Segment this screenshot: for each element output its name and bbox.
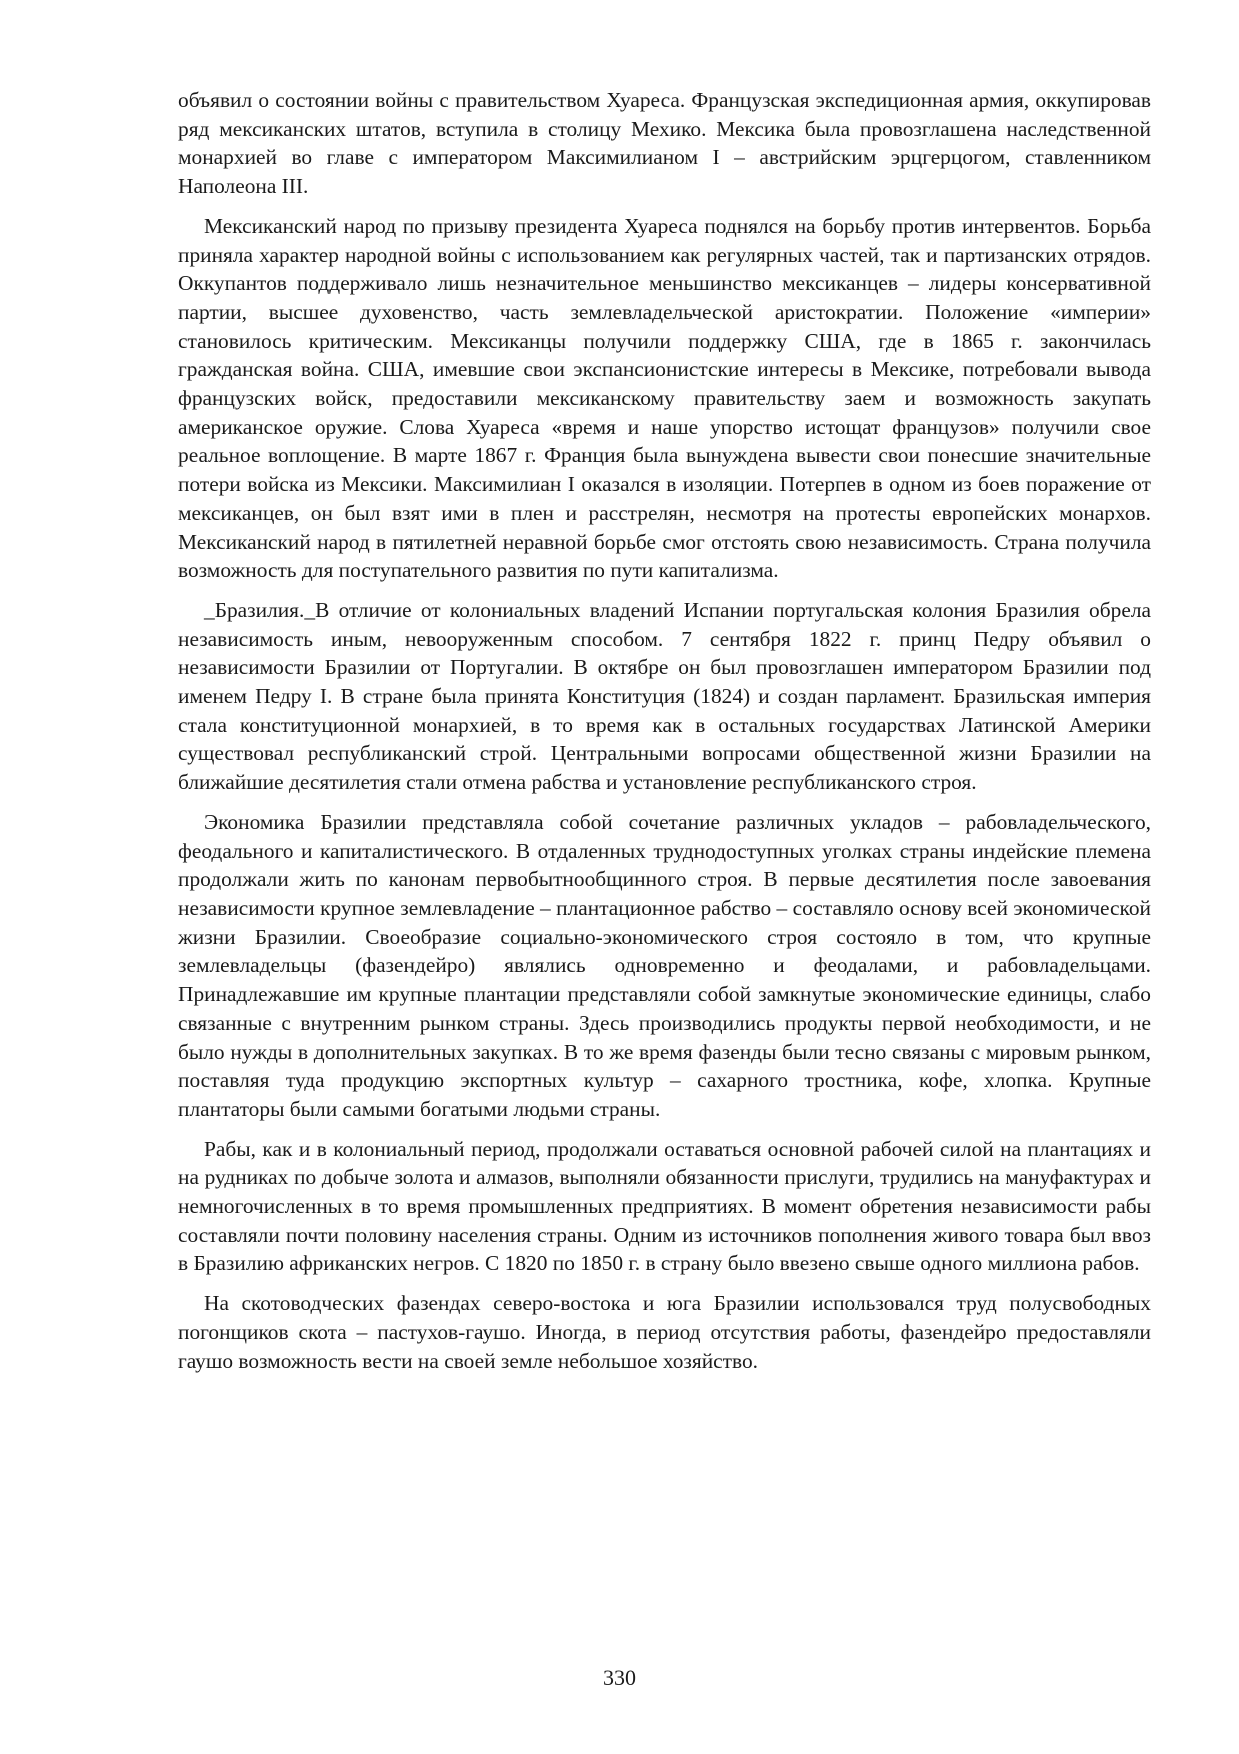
paragraph-mexican-war: Мексиканский народ по призыву президента Хуареса поднялся на борьбу против интервентов. Борьба приняла характер народной войны с использованием как регулярных частей, так и партизанских отрядов. Оккупантов поддерживало лишь незначительное меньшинство мексиканцев – лидеры консервативной партии, высшее духовенство, часть землевладельческой аристократии. Положение «империи» становилось критическим. Мексиканцы получили поддержку США, где в 1865 г. закончилась гражданская война. США, имевшие свои экспансионистские интересы в Мексике, потребовали вывода французских войск, предоставили мексиканскому правительству заем и возможность закупать американское оружие. Слова Хуареса «время и наше упорство истощат французов» получили свое реальное воплощение. В марте 1867 г. Франция была вынуждена вывести свои понесшие значительные потери войска из Мексики. Максимилиан I оказался в изоляции. Потерпев в одном из боев поражение от мексиканцев, он был взят ими в плен и расстрелян, несмотря на протесты европейских монархов. Мексиканский народ в пятилетней неравной борьбе смог отстоять свою независимость. Страна получила возможность для поступательного развития по пути капитализма.	[178, 213, 1151, 583]
paragraph-gaucho: На скотоводческих фазендах северо-востока и юга Бразилии использовался труд полусвободных погонщиков скота – пастухов-гаушо. Иногда, в период отсутствия работы, фазендейро предоставляли гаушо возможность вести на своей земле небольшое хозяйство.	[178, 1291, 1151, 1373]
paragraph-intro: объявил о состоянии войны с правительством Хуареса. Французская экспедиционная армия, оккупировав ряд мексиканских штатов, вступила в столицу Мехико. Мексика была провозглашена наследственной монархией во главе с императором Максимилианом I – австрийским эрцгерцогом, ставленником Наполеона III.	[178, 88, 1151, 199]
paragraph-slaves: Рабы, как и в колониальный период, продолжали оставаться основной рабочей силой на плантациях и на рудниках по добыче золота и алмазов, выполняли обязанности прислуги, трудились на мануфактурах и немногочисленных в то время промышленных предприятиях. В момент обретения независимости рабы составляли почти половину населения страны. Одним из источников пополнения живого товара был ввоз в Бразилию африканских негров. С 1820 по 1850 г. в страну было ввезено свыше одного миллиона рабов.	[178, 1136, 1151, 1276]
page-body	[178, 86, 1151, 1386]
paragraph-brazil-economy: Экономика Бразилии представляла собой сочетание различных укладов – рабовладельческого, феодального и капиталистического. В отдаленных труднодоступных уголках страны индейские племена продолжали жить по канонам первобытнообщинного строя. В первые десятилетия после завоевания независимости крупное землевладение – плантационное рабство – составляло основу всей экономической жизни Бразилии. Своеобразие социально-экономического строя состояло в том, что крупные землевладельцы (фазендейро) являлись одновременно и феодалами, и рабовладельцами. Принадлежавшие им крупные плантации представляли собой замкнутые экономические единицы, слабо связанные с внутренним рынком страны. Здесь производились продукты первой необходимости, и не было нужды в дополнительных закупках. В то же время фазенды были тесно связаны с мировым рынком, поставляя туда продукцию экспортных культур – сахарного тростника, кофе, хлопка. Крупные плантаторы были самыми богатыми людьми страны.	[178, 809, 1151, 1121]
paragraph-brazil-independence: _Бразилия._В отличие от колониальных владений Испании португальская колония Бразилия обрела независимость иным, невооруженным способом. 7 сентября 1822 г. принц Педру объявил о независимости Бразилии от Португалии. В октябре он был провозглашен императором Бразилии под именем Педру I. В стране была принята Конституция (1824) и создан парламент. Бразильская империя стала конституционной монархией, в то время как в остальных государствах Латинской Америки существовал республиканский строй. Центральными вопросами общественной жизни Бразилии на ближайшие десятилетия стали отмена рабства и установление республиканского строя.	[178, 597, 1151, 795]
page-number: 330	[603, 1665, 636, 1690]
